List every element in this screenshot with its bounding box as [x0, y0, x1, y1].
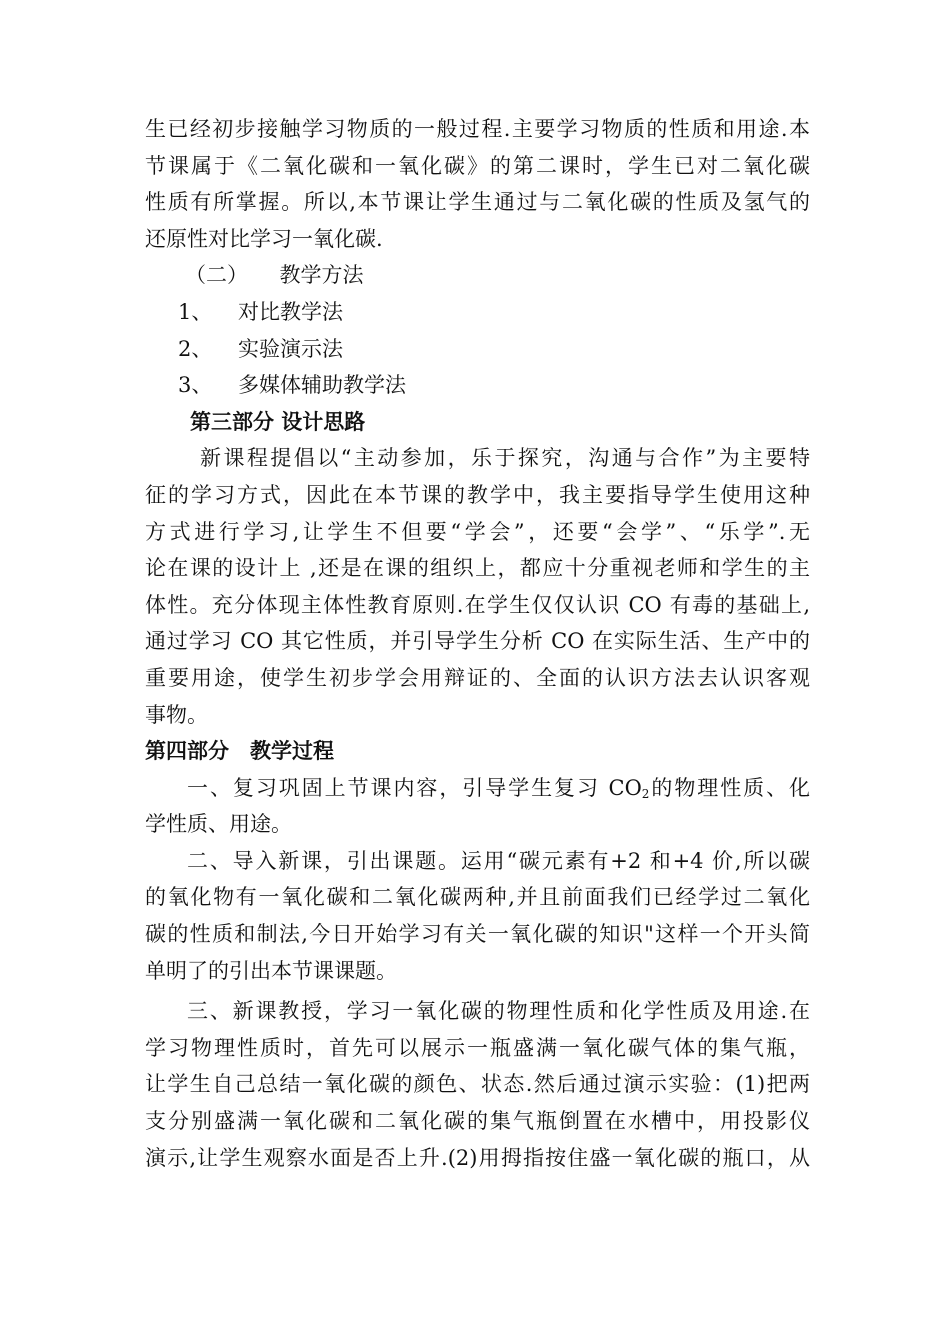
paragraph-line: 节课属于《二氧化碳和一氧化碳》的第二课时，学生已对二氧化碳 — [145, 153, 810, 178]
paragraph-line: 学习物理性质时，首先可以展示一瓶盛满一氧化碳气体的集气瓶， — [145, 1035, 810, 1060]
list-label: 实验演示法 — [238, 336, 343, 361]
paragraph-line: 体性。充分体现主体性教育原则.在学生仅仅认识 CO 有毒的基础上, — [145, 592, 810, 617]
paragraph-line: 通过学习 CO 其它性质，并引导学生分析 CO 在实际生活、生产中的 — [145, 629, 810, 654]
list-label: 多媒体辅助教学法 — [238, 373, 406, 398]
paragraph-line: 论在课的设计上 ,还是在课的组织上，都应十分重视老师和学生的主 — [145, 556, 810, 581]
list-number: 2、 — [178, 336, 213, 361]
subscript: 2 — [641, 786, 650, 801]
list-label: 对比教学法 — [238, 299, 343, 324]
text-run: 的物理性质、化 — [649, 775, 811, 800]
paragraph-line: 演示,让学生观察水面是否上升.(2)用拇指按住盛一氧化碳的瓶口，从 — [145, 1145, 810, 1170]
paragraph-line: 支分别盛满一氧化碳和二氧化碳的集气瓶倒置在水槽中，用投影仪 — [145, 1109, 810, 1134]
list-item — [145, 331, 810, 368]
section-heading: 第四部分 教学过程 — [145, 738, 334, 764]
paragraph-line: 二、导入新课，引出课题。运用“碳元素有+2 和+4 价,所以碳 — [187, 848, 810, 873]
document-page — [145, 111, 810, 1176]
list-item — [145, 367, 810, 404]
paragraph-line: 方式进行学习,让学生不但要“学会”，还要“会学”、“乐学”.无 — [145, 519, 810, 544]
paragraph-line: 生已经初步接触学习物质的一般过程.主要学习物质的性质和用途.本 — [145, 117, 810, 141]
paragraph-line: 让学生自己总结一氧化碳的颜色、状态.然后通过演示实验：(1)把两 — [145, 1072, 810, 1097]
paragraph-line: 三、新课教授，学习一氧化碳的物理性质和化学性质及用途.在 — [187, 999, 810, 1024]
paragraph-line: 性质有所掌握。所以,本节课让学生通过与二氧化碳的性质及氢气的 — [145, 190, 810, 215]
list-number: 1、 — [178, 299, 213, 324]
section-heading: 第三部分 设计思路 — [190, 408, 366, 434]
paragraph-line: 单明了的引出本节课课题。 — [145, 958, 397, 983]
methods-heading: （二） 教学方法 — [185, 263, 364, 288]
paragraph-line: 新课程提倡以“主动参加，乐于探究，沟通与合作”为主要特 — [200, 446, 810, 471]
paragraph-line: 事物。 — [145, 702, 208, 727]
list-item — [145, 294, 810, 331]
paragraph-line: 学性质、用途。 — [145, 812, 292, 837]
paragraph-line: 的氧化物有一氧化碳和二氧化碳两种,并且前面我们已经学过二氧化 — [145, 885, 810, 910]
text-run: 一、复习巩固上节课内容，引导学生复习 CO — [187, 775, 642, 800]
paragraph-line: 还原性对比学习一氧化碳. — [145, 226, 383, 251]
paragraph-line: 征的学习方式，因此在本节课的教学中，我主要指导学生使用这种 — [145, 482, 810, 507]
paragraph-line: 重要用途，使学生初步学会用辩证的、全面的认识方法去认识客观 — [145, 665, 810, 690]
paragraph-line — [145, 770, 810, 807]
paragraph-line: 碳的性质和制法,今日开始学习有关一氧化碳的知识"这样一个开头简 — [145, 922, 810, 947]
list-number: 3、 — [178, 373, 213, 398]
